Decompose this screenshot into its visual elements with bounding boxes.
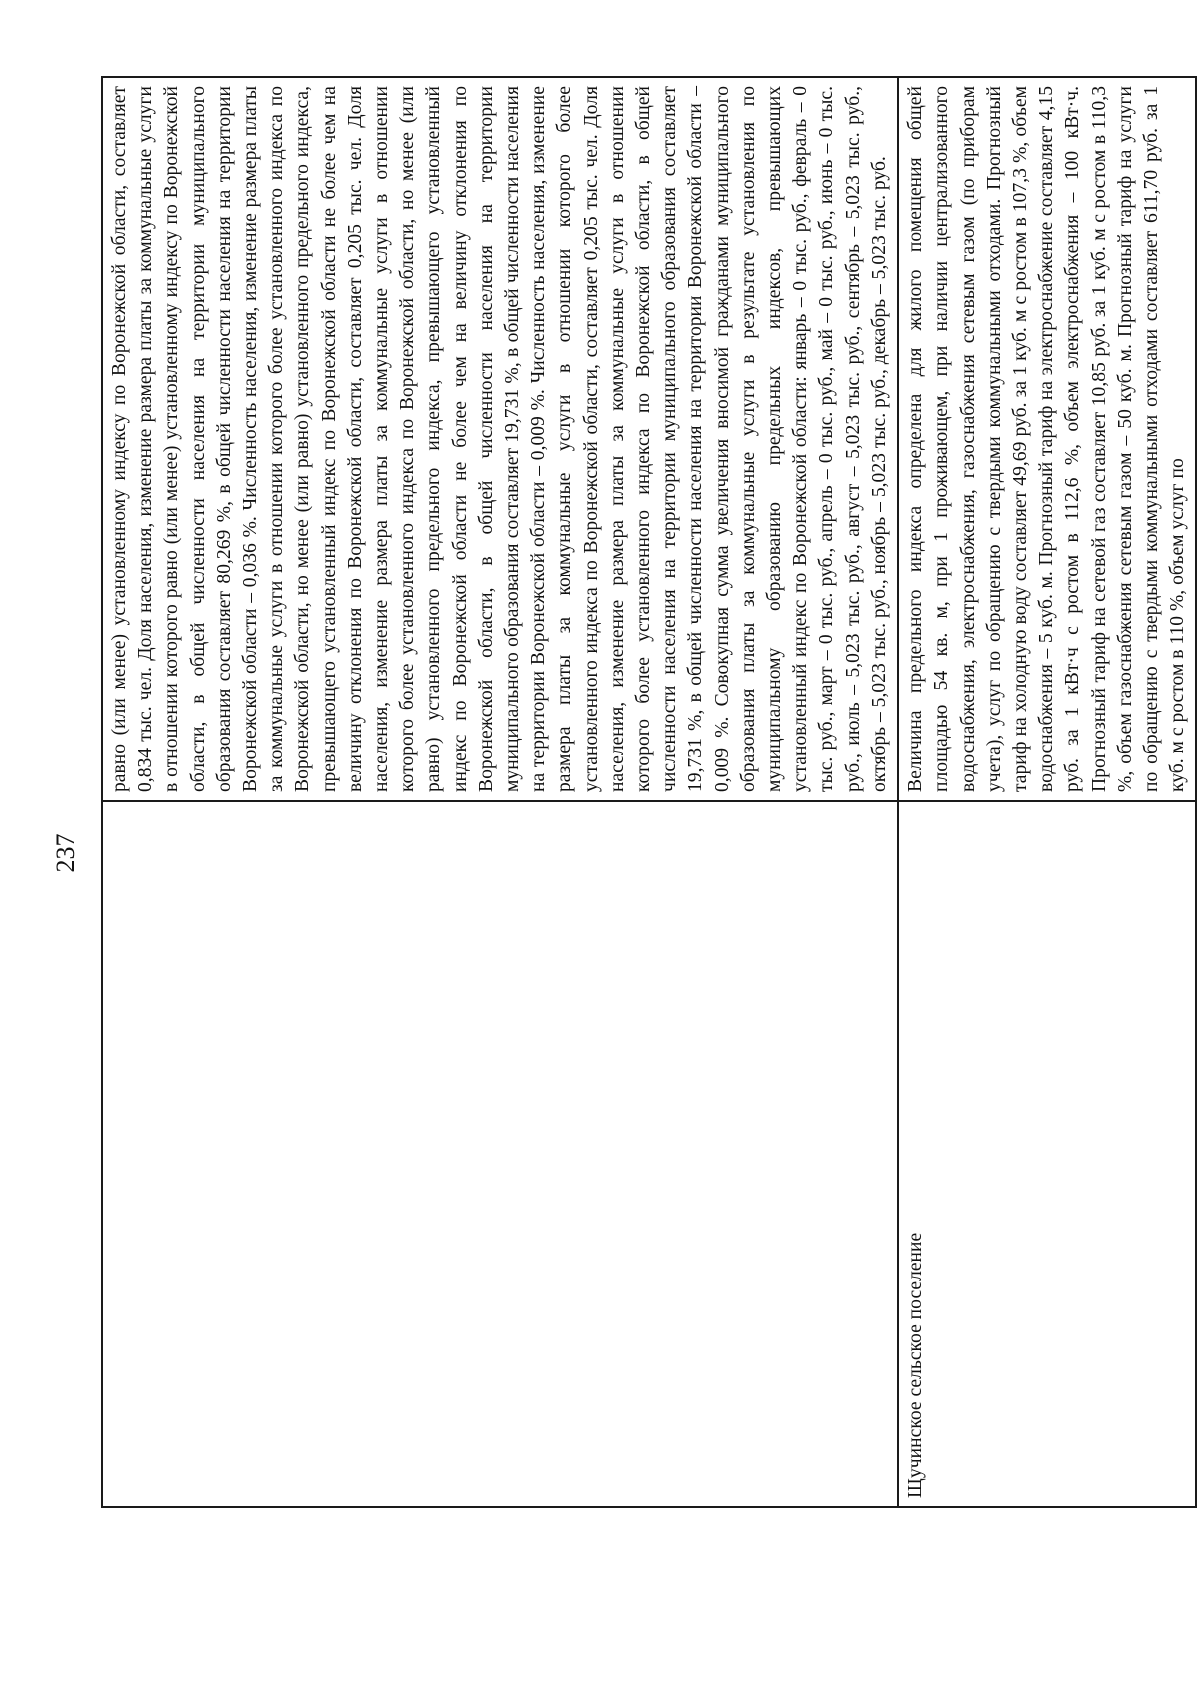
page-number: 237 bbox=[51, 833, 80, 873]
description-text: Величина предельного индекса определена для жилого помещения общей площадью 54 кв. м, при 1 проживающем, при наличии централизованного водоснабжения, электроснабжения, газоснабжения сетевым газом (по приборам учета), услуг по обращению с твердыми коммунальными отходами. Прогнозный тариф на холодную воду составляет 49,69 руб. за 1 куб. м с ростом в 107,3 %, объем водоснабжения – 5 куб. м. Прогнозный тариф на электроснабжение составляет 4,15 руб. за 1 кВт·ч с ростом в 112,6 %, объем электроснабжения – 100 кВт·ч. Прогнозный тариф на сетевой газ составляет 10,85 руб. за 1 куб. м с ростом в 110,3 %, объем газоснабжения сетевым газом – 50 куб. м. Прогнозный тариф на услуги по обращению с твердыми коммунальными отходами составляет 611,70 руб. за 1 куб. м с ростом в 110 %, объем услуг по bbox=[905, 86, 1189, 792]
rotated-table-container bbox=[101, 78, 1189, 1508]
content-table bbox=[101, 76, 1197, 1508]
settlement-name-cell bbox=[898, 801, 1196, 1507]
table-row bbox=[102, 77, 898, 1507]
table-row bbox=[898, 77, 1196, 1507]
description-text: равно (или менее) установленному индексу по Воронежской области, составляет 0,834 тыс. чел. Доля населения, изменение размера платы за коммунальные услуги в отношении которого равно (или менее) установленному индексу по Воронежской области, в общей численности населения на территории муниципального образования составляет 80,269 %, в общей численности населения на территории Воронежской области – 0,036 %. Численность населения, изменение размера платы за коммунальные услуги в отношении которого более установленного индекса по Воронежской области, но менее (или равно) установленного предельного индекса, превышающего установленный индекс по Воронежской области не более чем на величину отклонения по Воронежской области, составляет 0,205 тыс. чел. Доля населения, изменение размера платы за коммунальные услуги в отношении которого более установленного индекса по Воронежской области, но менее (или равно) установленного предельного индекса, превышающего установленный индекс по Воронежской области не более чем на величину отклонения по Воронежской области, в общей численности населения на территории муниципального образования составляет 19,731 %, в общей численности населения на территории Воронежской области – 0,009 %. Численность населения, изменение размера платы за коммунальные услуги в отношении которого более установленного индекса по Воронежской области, составляет 0,205 тыс. чел. Доля населения, изменение размера платы за коммунальные услуги в отношении которого более установленного индекса по Воронежской области, в общей численности населения на территории муниципального образования составляет 19,731 %, в общей численности населения на территории Воронежской области – 0,009 %. Совокупная сумма увеличения вносимой гражданами муниципального образования платы за коммунальные услуги в результате установления по муниципальному образованию предельных индексов, превышающих установленный индекс по Воронежской области: январь – 0 тыс. руб., февраль – 0 тыс. руб., март – 0 тыс. руб., апрель – 0 тыс. руб., май – 0 тыс. руб., июнь – 0 тыс. руб., июль – 5,023 тыс. руб., август – 5,023 тыс. руб., сентябрь – 5,023 тыс. руб., октябрь – 5,023 тыс. руб., ноябрь – 5,023 тыс. руб., декабрь – 5,023 тыс. руб. bbox=[109, 86, 890, 792]
description-cell bbox=[898, 77, 1196, 801]
settlement-name-cell bbox=[102, 801, 898, 1507]
description-cell bbox=[102, 77, 898, 801]
settlement-name: Щучинское сельское поселение bbox=[905, 1232, 927, 1498]
